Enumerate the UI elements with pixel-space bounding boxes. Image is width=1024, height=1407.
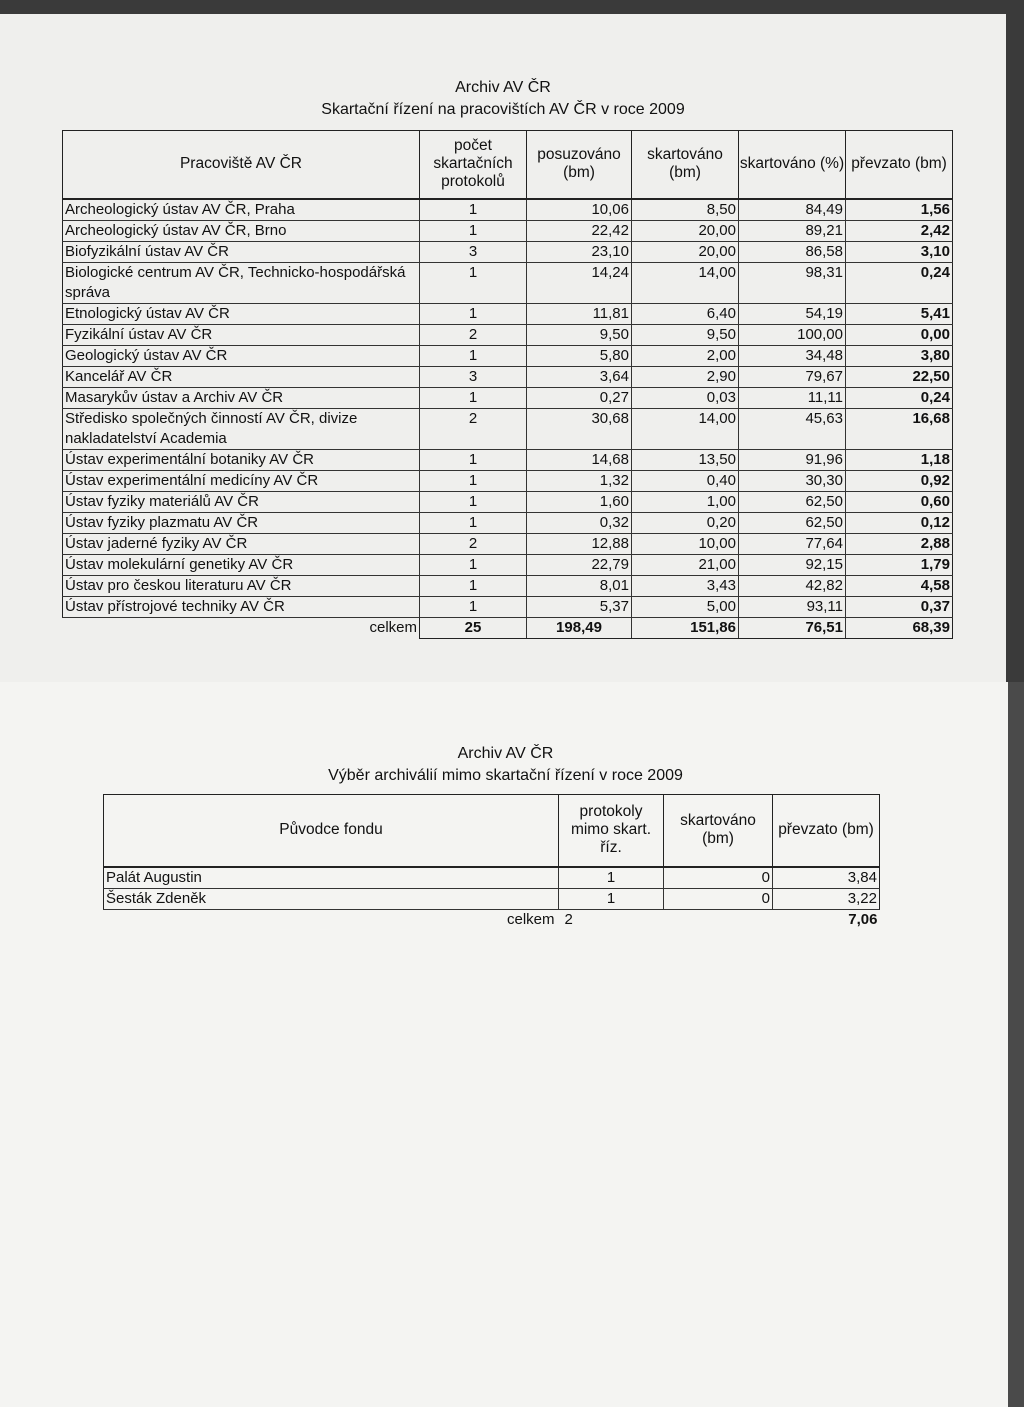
cell-shredded-pct: 92,15 <box>739 554 846 575</box>
cell-workplace: Ústav fyziky materiálů AV ČR <box>63 491 420 512</box>
table-row <box>63 596 953 617</box>
cell-shredded: 0 <box>664 867 773 889</box>
cell-shredded-pct: 86,58 <box>739 241 846 262</box>
cell-assessed: 30,68 <box>527 408 632 449</box>
cell-taken: 3,22 <box>773 888 880 909</box>
cell-count: 3 <box>420 241 527 262</box>
cell-taken: 0,00 <box>846 324 953 345</box>
cell-shredded-pct: 77,64 <box>739 533 846 554</box>
table-row <box>63 533 953 554</box>
table-row <box>63 303 953 324</box>
total-taken: 68,39 <box>846 617 953 638</box>
cell-shredded: 0 <box>664 888 773 909</box>
cell-workplace: Archeologický ústav AV ČR, Brno <box>63 220 420 241</box>
cell-taken: 0,12 <box>846 512 953 533</box>
total-label: celkem <box>506 910 555 928</box>
cell-shredded: 2,00 <box>632 345 739 366</box>
cell-workplace: Ústav pro českou literaturu AV ČR <box>63 575 420 596</box>
table-row <box>63 470 953 491</box>
cell-count: 1 <box>420 387 527 408</box>
cell-protocols: 1 <box>559 888 664 909</box>
cell-assessed: 12,88 <box>527 533 632 554</box>
total-taken: 7,06 <box>848 910 878 928</box>
table-row <box>104 888 880 909</box>
cell-assessed: 22,42 <box>527 220 632 241</box>
table-header-row <box>63 131 953 199</box>
cell-taken: 1,56 <box>846 199 953 221</box>
total-shredded-pct: 76,51 <box>739 617 846 638</box>
cell-taken: 0,24 <box>846 387 953 408</box>
cell-originator: Palát Augustin <box>104 867 559 889</box>
cell-shredded: 0,03 <box>632 387 739 408</box>
cell-shredded: 13,50 <box>632 449 739 470</box>
col-header-shredded-pct: skartováno (%) <box>739 131 846 199</box>
col-header-count: počet skartačních protokolů <box>420 131 527 199</box>
table-row <box>63 241 953 262</box>
cell-assessed: 0,32 <box>527 512 632 533</box>
cell-count: 3 <box>420 366 527 387</box>
cell-shredded-pct: 45,63 <box>739 408 846 449</box>
cell-taken: 5,41 <box>846 303 953 324</box>
cell-count: 1 <box>420 512 527 533</box>
cell-count: 1 <box>420 575 527 596</box>
cell-shredded-pct: 42,82 <box>739 575 846 596</box>
cell-shredded: 8,50 <box>632 199 739 221</box>
cell-assessed: 8,01 <box>527 575 632 596</box>
cell-count: 2 <box>420 324 527 345</box>
cell-shredded-pct: 54,19 <box>739 303 846 324</box>
cell-shredded-pct: 91,96 <box>739 449 846 470</box>
cell-shredded-pct: 79,67 <box>739 366 846 387</box>
cell-assessed: 3,64 <box>527 366 632 387</box>
table-row <box>63 345 953 366</box>
cell-taken: 0,60 <box>846 491 953 512</box>
col-header-shredded: skartováno (bm) <box>632 131 739 199</box>
table-row <box>63 387 953 408</box>
cell-taken: 0,24 <box>846 262 953 303</box>
cell-taken: 3,10 <box>846 241 953 262</box>
document-page-2 <box>0 682 1011 1407</box>
cell-shredded-pct: 89,21 <box>739 220 846 241</box>
cell-originator: Šesták Zdeněk <box>104 888 559 909</box>
table-row <box>63 512 953 533</box>
table-header-row <box>104 795 880 867</box>
cell-taken: 0,92 <box>846 470 953 491</box>
cell-count: 1 <box>420 554 527 575</box>
cell-shredded: 0,40 <box>632 470 739 491</box>
cell-count: 2 <box>420 533 527 554</box>
cell-workplace: Fyzikální ústav AV ČR <box>63 324 420 345</box>
table-row <box>63 408 953 449</box>
shredding-table <box>62 130 953 639</box>
cell-taken: 22,50 <box>846 366 953 387</box>
col-header-assessed: posuzováno (bm) <box>527 131 632 199</box>
cell-taken: 1,79 <box>846 554 953 575</box>
cell-assessed: 22,79 <box>527 554 632 575</box>
cell-shredded: 21,00 <box>632 554 739 575</box>
cell-shredded-pct: 93,11 <box>739 596 846 617</box>
cell-shredded-pct: 98,31 <box>739 262 846 303</box>
col-header-taken: převzato (bm) <box>846 131 953 199</box>
cell-taken: 16,68 <box>846 408 953 449</box>
cell-assessed: 5,37 <box>527 596 632 617</box>
table-row <box>63 554 953 575</box>
cell-taken: 2,42 <box>846 220 953 241</box>
cell-shredded-pct: 30,30 <box>739 470 846 491</box>
cell-count: 1 <box>420 449 527 470</box>
cell-shredded: 10,00 <box>632 533 739 554</box>
cell-shredded: 6,40 <box>632 303 739 324</box>
cell-count: 1 <box>420 345 527 366</box>
cell-workplace: Ústav molekulární genetiky AV ČR <box>63 554 420 575</box>
cell-workplace: Ústav jaderné fyziky AV ČR <box>63 533 420 554</box>
cell-assessed: 0,27 <box>527 387 632 408</box>
table-row <box>104 867 880 889</box>
cell-workplace: Ústav experimentální medicíny AV ČR <box>63 470 420 491</box>
cell-assessed: 14,68 <box>527 449 632 470</box>
cell-shredded-pct: 34,48 <box>739 345 846 366</box>
page-subtitle: Skartační řízení na pracovištích AV ČR v roce 2009 <box>321 101 685 118</box>
table-row <box>63 199 953 221</box>
cell-count: 1 <box>420 220 527 241</box>
cell-count: 1 <box>420 470 527 491</box>
cell-workplace: Kancelář AV ČR <box>63 366 420 387</box>
cell-shredded: 20,00 <box>632 241 739 262</box>
page-title: Archiv AV ČR <box>457 745 554 762</box>
cell-workplace: Ústav experimentální botaniky AV ČR <box>63 449 420 470</box>
cell-workplace: Ústav fyziky plazmatu AV ČR <box>63 512 420 533</box>
cell-shredded-pct: 11,11 <box>739 387 846 408</box>
cell-shredded: 2,90 <box>632 366 739 387</box>
cell-taken: 4,58 <box>846 575 953 596</box>
cell-workplace: Etnologický ústav AV ČR <box>63 303 420 324</box>
total-row <box>104 909 880 930</box>
cell-taken: 2,88 <box>846 533 953 554</box>
page-subtitle: Výběr archiválií mimo skartační řízení v roce 2009 <box>328 767 683 784</box>
total-shredded: 151,86 <box>632 617 739 638</box>
cell-count: 2 <box>420 408 527 449</box>
table-row <box>63 262 953 303</box>
cell-protocols: 1 <box>559 867 664 889</box>
cell-shredded: 0,20 <box>632 512 739 533</box>
cell-assessed: 14,24 <box>527 262 632 303</box>
cell-taken: 1,18 <box>846 449 953 470</box>
total-row <box>63 617 953 638</box>
cell-shredded: 14,00 <box>632 408 739 449</box>
cell-count: 1 <box>420 303 527 324</box>
cell-shredded-pct: 62,50 <box>739 491 846 512</box>
cell-taken: 3,84 <box>773 867 880 889</box>
table-row <box>63 449 953 470</box>
cell-count: 1 <box>420 199 527 221</box>
cell-workplace: Ústav přístrojové techniky AV ČR <box>63 596 420 617</box>
cell-workplace: Biofyzikální ústav AV ČR <box>63 241 420 262</box>
cell-count: 1 <box>420 596 527 617</box>
cell-taken: 3,80 <box>846 345 953 366</box>
cell-assessed: 9,50 <box>527 324 632 345</box>
col-header-workplace: Pracoviště AV ČR <box>63 131 420 199</box>
page-edge-shadow <box>1008 682 1024 1407</box>
cell-workplace: Masarykův ústav a Archiv AV ČR <box>63 387 420 408</box>
cell-assessed: 1,32 <box>527 470 632 491</box>
cell-shredded-pct: 84,49 <box>739 199 846 221</box>
total-assessed: 198,49 <box>527 617 632 638</box>
cell-shredded-pct: 100,00 <box>739 324 846 345</box>
cell-workplace: Geologický ústav AV ČR <box>63 345 420 366</box>
cell-workplace: Archeologický ústav AV ČR, Praha <box>63 199 420 221</box>
cell-assessed: 5,80 <box>527 345 632 366</box>
cell-shredded: 1,00 <box>632 491 739 512</box>
cell-shredded: 20,00 <box>632 220 739 241</box>
cell-workplace: Biologické centrum AV ČR, Technicko-hospodářská správa <box>63 262 420 303</box>
col-header-originator: Původce fondu <box>104 795 559 867</box>
total-count: 2 <box>564 910 573 928</box>
cell-taken: 0,37 <box>846 596 953 617</box>
cell-shredded-pct: 62,50 <box>739 512 846 533</box>
cell-shredded: 5,00 <box>632 596 739 617</box>
table-row <box>63 324 953 345</box>
cell-count: 1 <box>420 491 527 512</box>
cell-assessed: 23,10 <box>527 241 632 262</box>
page-title: Archiv AV ČR <box>455 79 551 96</box>
col-header-taken: převzato (bm) <box>773 795 880 867</box>
total-label: celkem <box>369 618 417 636</box>
col-header-protocols: protokoly mimo skart. říz. <box>559 795 664 867</box>
table-row <box>63 366 953 387</box>
cell-assessed: 10,06 <box>527 199 632 221</box>
cell-count: 1 <box>420 262 527 303</box>
total-spacer <box>664 909 773 930</box>
total-count: 25 <box>420 617 527 638</box>
cell-shredded: 3,43 <box>632 575 739 596</box>
cell-shredded: 9,50 <box>632 324 739 345</box>
table-row <box>63 575 953 596</box>
cell-shredded: 14,00 <box>632 262 739 303</box>
table-row <box>63 491 953 512</box>
cell-assessed: 11,81 <box>527 303 632 324</box>
col-header-shredded: skartováno (bm) <box>664 795 773 867</box>
selection-table <box>103 794 880 930</box>
table-row <box>63 220 953 241</box>
cell-workplace: Středisko společných činností AV ČR, divize nakladatelství Academia <box>63 408 420 449</box>
cell-assessed: 1,60 <box>527 491 632 512</box>
